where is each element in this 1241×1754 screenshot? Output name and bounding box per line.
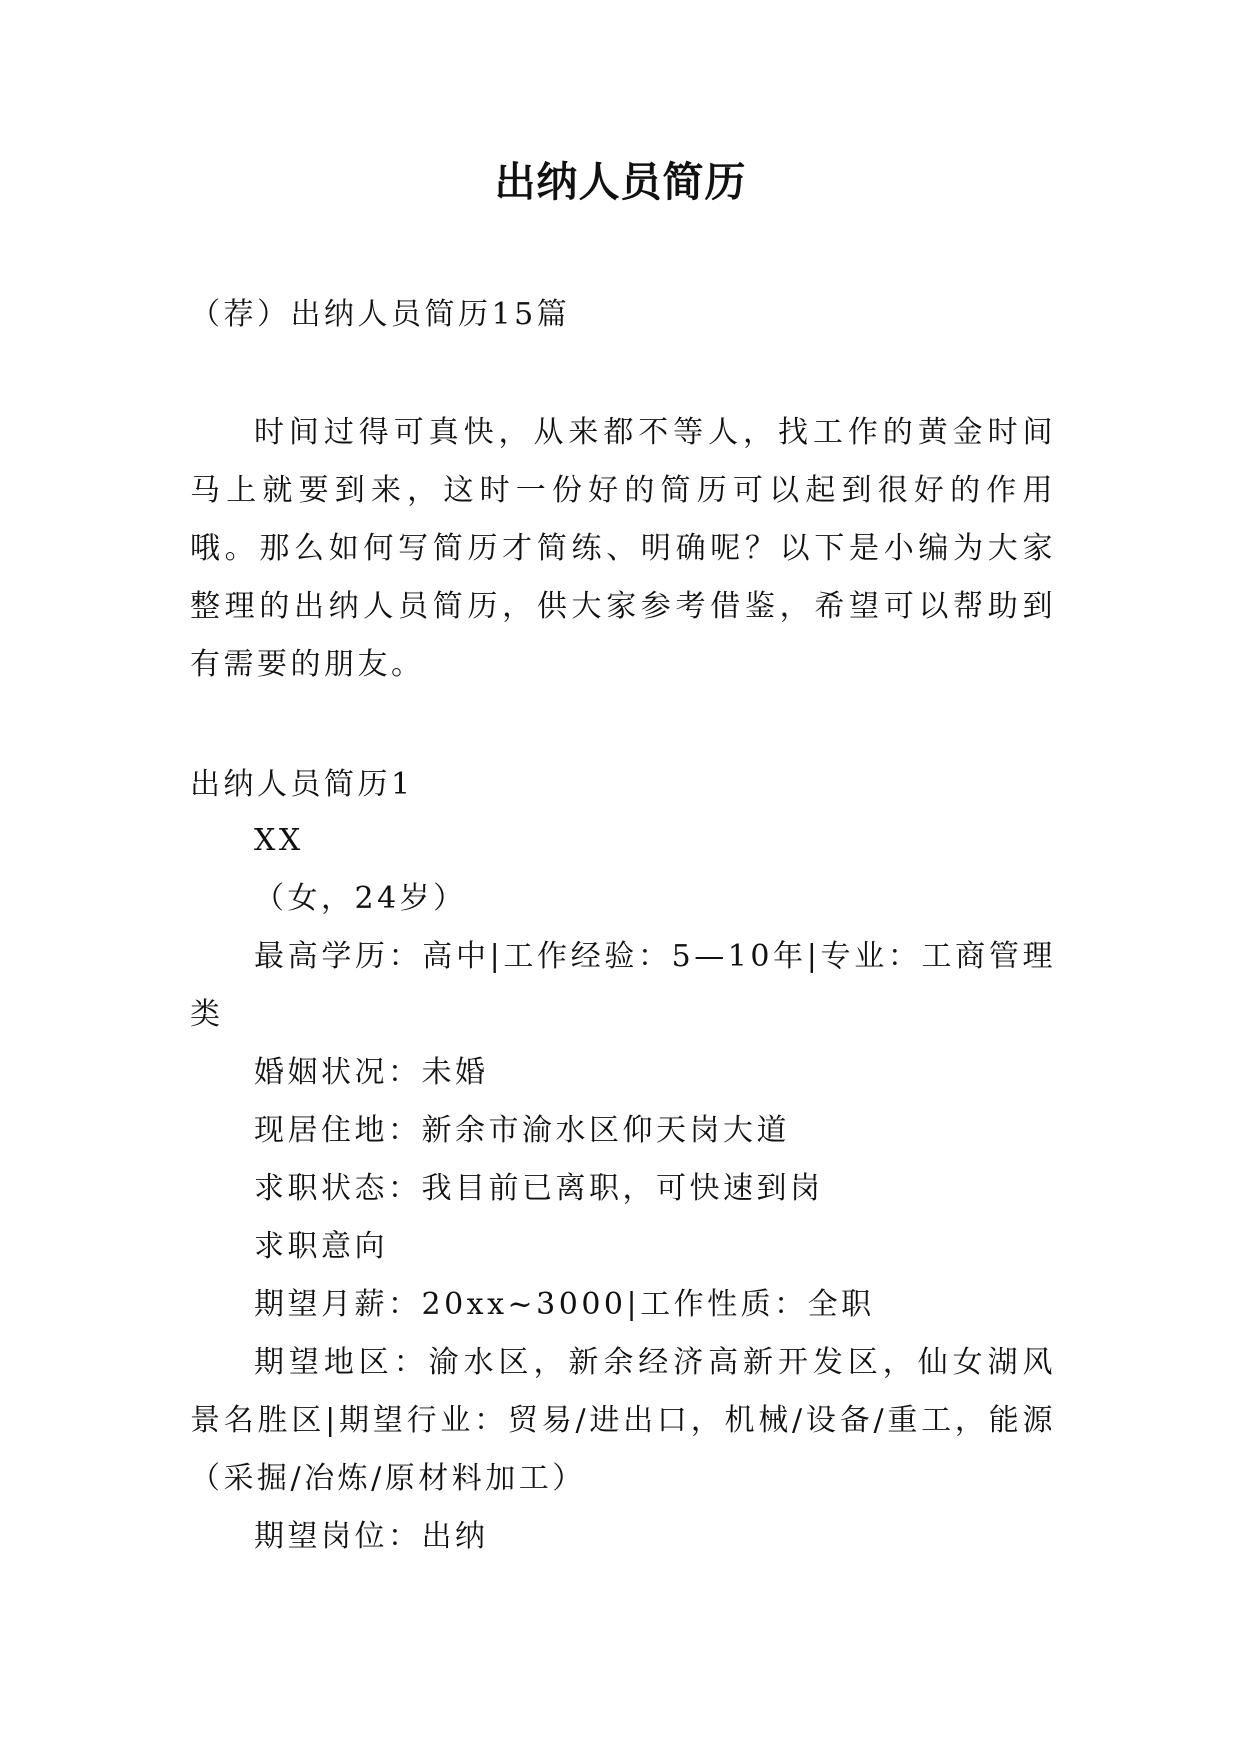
detail-job-status: 求职状态：我目前已离职，可快速到岗 [254, 1171, 824, 1206]
resume-details [190, 812, 1056, 1566]
detail-gender-age: （女，24岁） [254, 881, 467, 916]
document-subtitle: （荐）出纳人员简历15篇 [190, 297, 571, 332]
detail-education-experience: 最高学历：高中|工作经验：5—10年|专业：工商管理类 [190, 939, 1056, 1032]
detail-expected-salary: 期望月薪：20xx~3000|工作性质：全职 [254, 1287, 875, 1322]
detail-expected-region-industry: 期望地区：渝水区，新余经济高新开发区，仙女湖风景名胜区|期望行业：贸易/进出口，机械/设备/重工，能源（采掘/冶炼/原材料加工） [190, 1345, 1056, 1496]
detail-job-intention-heading: 求职意向 [254, 1229, 388, 1264]
detail-residence: 现居住地：新余市渝水区仰天岗大道 [254, 1113, 790, 1148]
intro-paragraph: 时间过得可真快，从来都不等人，找工作的黄金时间马上就要到来，这时一份好的简历可以起到很好的作用哦。那么如何写简历才简练、明确呢？以下是小编为大家整理的出纳人员简历，供大家参考借鉴，希望可以帮助到有需要的朋友。 [190, 415, 1056, 682]
section-heading: 出纳人员简历1 [190, 767, 414, 802]
detail-marital-status: 婚姻状况：未婚 [254, 1055, 489, 1090]
detail-expected-position: 期望岗位：出纳 [254, 1519, 489, 1554]
detail-name: XX [254, 823, 304, 858]
document-title: 出纳人员简历 [494, 158, 747, 206]
